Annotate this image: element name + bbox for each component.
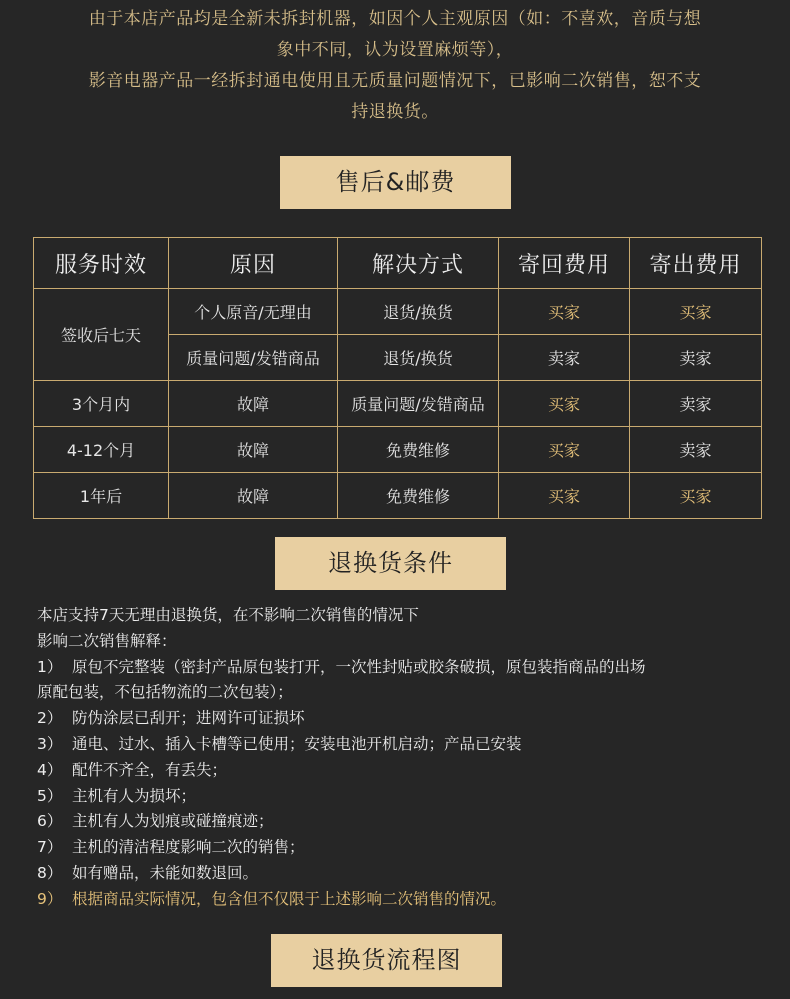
item-text: 配件不齐全，有丢失； bbox=[72, 760, 228, 779]
table-row bbox=[34, 427, 762, 473]
reason-cell: 质量问题/发错商品 bbox=[169, 335, 338, 381]
item-number: 2） bbox=[37, 709, 63, 728]
intro-notice bbox=[0, 4, 790, 128]
condition-item bbox=[37, 784, 777, 810]
item-text: 原包不完整装（密封产品原包装打开，一次性封贴或胶条破损，原包装指商品的出场 bbox=[72, 657, 646, 676]
item-text: 如有赠品，未能如数退回。 bbox=[72, 863, 259, 882]
item-text: 原配包装，不包括物流的二次包装）； bbox=[37, 683, 293, 702]
return-fee-cell: 买家 bbox=[499, 289, 630, 335]
condition-item bbox=[37, 861, 777, 887]
header-reason: 原因 bbox=[169, 238, 338, 289]
item-text: 根据商品实际情况，包含但不仅限于上述影响二次销售的情况。 bbox=[72, 889, 507, 908]
send-fee-cell: 卖家 bbox=[630, 381, 762, 427]
condition-item bbox=[37, 809, 777, 835]
return-fee-cell: 买家 bbox=[499, 427, 630, 473]
period-cell: 1年后 bbox=[34, 473, 169, 519]
item-number: 5） bbox=[37, 786, 63, 805]
intro-line: 由于本店产品均是全新未拆封机器，如因个人主观原因（如：不喜欢，音质与想 bbox=[88, 9, 702, 29]
period-cell: 3个月内 bbox=[34, 381, 169, 427]
period-cell: 4-12个月 bbox=[34, 427, 169, 473]
item-number: 9） bbox=[37, 889, 63, 908]
send-fee-cell: 卖家 bbox=[630, 335, 762, 381]
item-text: 通电、过水、插入卡槽等已使用；安装电池开机启动；产品已安装 bbox=[72, 734, 522, 753]
item-text: 防伪涂层已刮开；进网许可证损坏 bbox=[72, 709, 305, 728]
table-row bbox=[34, 289, 762, 335]
condition-item bbox=[37, 680, 777, 706]
conditions-banner: 退换货条件 bbox=[275, 537, 506, 590]
return-fee-cell: 卖家 bbox=[499, 335, 630, 381]
header-send-fee: 寄出费用 bbox=[630, 238, 762, 289]
conditions-intro: 本店支持7天无理由退换货，在不影响二次销售的情况下 bbox=[37, 606, 419, 624]
item-number: 8） bbox=[37, 863, 63, 882]
reason-cell: 个人原音/无理由 bbox=[169, 289, 338, 335]
table-header-row bbox=[34, 238, 762, 289]
header-solution: 解决方式 bbox=[338, 238, 499, 289]
header-return-fee: 寄回费用 bbox=[499, 238, 630, 289]
return-fee-cell: 买家 bbox=[499, 381, 630, 427]
item-number: 6） bbox=[37, 812, 63, 831]
send-fee-cell: 卖家 bbox=[630, 427, 762, 473]
intro-line: 影音电器产品一经拆封通电使用且无质量问题情况下，已影响二次销售，恕不支 bbox=[88, 71, 702, 91]
item-text: 主机有人为划痕或碰撞痕迹； bbox=[72, 812, 274, 831]
solution-cell: 退货/换货 bbox=[338, 335, 499, 381]
item-text: 主机有人为损坏； bbox=[72, 786, 197, 805]
conditions-subtitle: 影响二次销售解释： bbox=[37, 631, 177, 650]
flowchart-banner: 退换货流程图 bbox=[271, 934, 502, 987]
solution-cell: 退货/换货 bbox=[338, 289, 499, 335]
aftersale-policy-table bbox=[33, 237, 762, 519]
condition-item bbox=[37, 706, 777, 732]
return-fee-cell: 买家 bbox=[499, 473, 630, 519]
aftersale-banner: 售后&邮费 bbox=[280, 156, 511, 209]
item-number: 3） bbox=[37, 734, 63, 753]
condition-item bbox=[37, 655, 777, 681]
item-number: 1） bbox=[37, 657, 63, 676]
item-text: 主机的清洁程度影响二次的销售； bbox=[72, 838, 305, 857]
item-number: 7） bbox=[37, 838, 63, 857]
table-row bbox=[34, 473, 762, 519]
solution-cell: 免费维修 bbox=[338, 473, 499, 519]
solution-cell: 免费维修 bbox=[338, 427, 499, 473]
reason-cell: 故障 bbox=[169, 427, 338, 473]
solution-cell: 质量问题/发错商品 bbox=[338, 381, 499, 427]
intro-line: 持退换货。 bbox=[351, 102, 439, 122]
condition-item bbox=[37, 732, 777, 758]
intro-line: 象中不同，认为设置麻烦等）， bbox=[276, 40, 514, 60]
reason-cell: 故障 bbox=[169, 473, 338, 519]
return-conditions bbox=[37, 603, 777, 913]
condition-item bbox=[37, 758, 777, 784]
reason-cell: 故障 bbox=[169, 381, 338, 427]
period-cell: 签收后七天 bbox=[34, 289, 169, 381]
send-fee-cell: 买家 bbox=[630, 289, 762, 335]
item-number: 4） bbox=[37, 760, 63, 779]
send-fee-cell: 买家 bbox=[630, 473, 762, 519]
condition-item bbox=[37, 887, 777, 913]
header-period: 服务时效 bbox=[34, 238, 169, 289]
condition-item bbox=[37, 835, 777, 861]
table-row bbox=[34, 381, 762, 427]
